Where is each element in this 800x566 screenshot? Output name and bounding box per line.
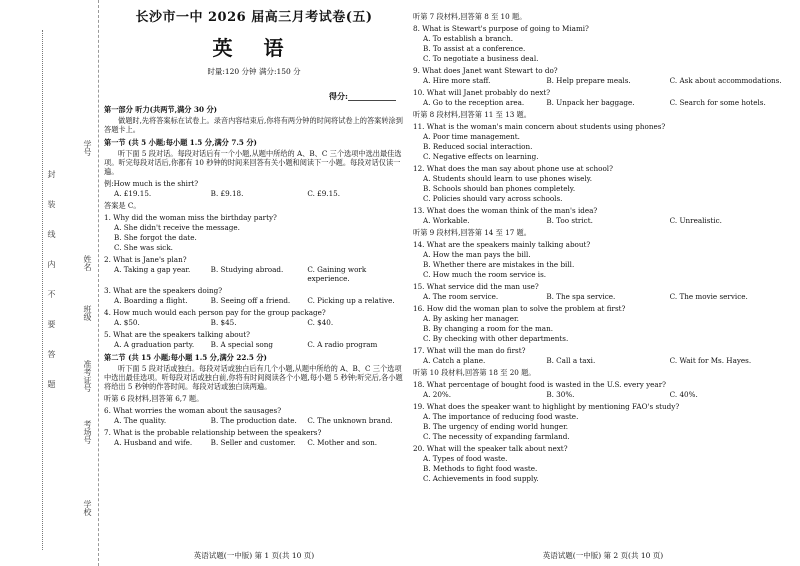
option-row	[104, 438, 404, 447]
option: B. Call a taxi.	[546, 356, 596, 365]
option: A. £19.15.	[114, 188, 152, 198]
option: C. By checking with other departments.	[423, 334, 569, 343]
option: B. Too strict.	[546, 216, 593, 225]
page-one	[104, 0, 404, 566]
listen-instruction: 听第 8 段材料,回答第 11 至 13 题。	[413, 110, 531, 119]
option: A. Go to the reception area.	[423, 98, 525, 107]
score-field: 得分:____________	[329, 90, 396, 101]
question-text: 5. What are the speakers talking about?	[104, 329, 251, 339]
question-text: 20. What will the speaker talk about next?	[413, 444, 568, 453]
school-label: 学校	[83, 500, 92, 516]
option: A. A graduation party.	[114, 339, 195, 349]
option: B. She forgot the date.	[114, 232, 197, 242]
option: C. Gaining work experience.	[307, 264, 367, 283]
question-text: 12. What does the man say about phone use at school?	[413, 164, 613, 173]
question-text: 14. What are the speakers mainly talking about?	[413, 240, 591, 249]
option: B. Studying abroad.	[210, 264, 284, 274]
section-heading: 第二节 (共 15 小题;每小题 1.5 分,满分 22.5 分)	[104, 352, 267, 362]
option: A. Catch a plane.	[423, 356, 486, 365]
part-heading: 第一部分 听力(共两节,满分 30 分)	[104, 104, 218, 114]
option: B. The production date.	[210, 415, 297, 425]
option: C. The unknown brand.	[307, 415, 393, 425]
option: C. Wait for Ms. Hayes.	[669, 356, 752, 365]
question-text: 17. What will the man do first?	[413, 346, 526, 355]
student-number-label: 学号	[83, 140, 92, 156]
exam-room-label: 考场号	[83, 420, 92, 444]
option: B. Reduced social interaction.	[423, 142, 533, 151]
option: B. To assist at a conference.	[423, 44, 526, 53]
instructions: 听下面 5 段对话或独白。每段对话或独白后有几个小题,从题中所给的 A、B、C 三个选项中选出最佳选项。听每段对话或独白前,你将有时间阅读各个小题,每小题 5 秒钟;听完后,各小题将给出 5 秒钟的作答时间。每段对话或独白读两遍。	[104, 363, 403, 391]
question-text: 18. What percentage of bought food is wasted in the U.S. every year?	[413, 380, 666, 389]
option: A. Types of food waste.	[423, 454, 508, 463]
exam-title: 长沙市一中 2026 届高三月考试卷(五)	[135, 10, 373, 25]
option: B. Seeing off a friend.	[210, 295, 291, 305]
question-list	[413, 24, 793, 483]
seal-char: 要	[47, 320, 56, 328]
class-label: 班级	[83, 305, 92, 321]
option: C. The movie service.	[669, 292, 748, 301]
option-row	[413, 216, 793, 225]
option: A. To establish a branch.	[423, 34, 513, 43]
subject-title: 英 语	[212, 36, 296, 61]
option-row	[104, 318, 404, 327]
question-text: 15. What service did the man use?	[413, 282, 539, 291]
option: C. £9.15.	[307, 188, 341, 198]
question-text: 1. Why did the woman miss the birthday party?	[104, 212, 277, 222]
option-row	[104, 265, 404, 283]
option-row	[104, 340, 404, 349]
option: A. The quality.	[114, 415, 167, 425]
question-list	[104, 213, 404, 349]
listen-instruction: 听第 6 段材料,回答第 6,7 题。	[104, 393, 204, 403]
question-text: 11. What is the woman's main concern about students using phones?	[413, 122, 666, 131]
option: B. By changing a room for the man.	[423, 324, 553, 333]
name-label: 姓名	[83, 255, 92, 271]
option: A. She didn't receive the message.	[114, 222, 240, 232]
option: A. Students should learn to use phones wisely.	[423, 174, 593, 183]
question-text: 3. What are the speakers doing?	[104, 285, 223, 295]
question-text: 7. What is the probable relationship between the speakers?	[104, 427, 322, 437]
option: C. Mother and son.	[307, 437, 378, 447]
exam-meta: 时量:120 分钟 满分:150 分	[207, 67, 301, 77]
seal-char: 答	[47, 350, 56, 358]
page-two	[413, 0, 793, 566]
option: A. Taking a gap year.	[114, 264, 191, 274]
seal-char: 封	[47, 170, 56, 178]
option: C. $40.	[307, 317, 334, 327]
binding-margin	[0, 0, 99, 566]
option: C. A radio program	[307, 339, 378, 349]
option: C. Achievements in food supply.	[423, 474, 539, 483]
exam-id-label: 准考证号	[83, 360, 92, 392]
seal-char: 不	[47, 290, 56, 298]
option: B. Unpack her baggage.	[546, 98, 635, 107]
option: B. Methods to fight food waste.	[423, 464, 538, 473]
question-text: 9. What does Janet want Stewart to do?	[413, 66, 558, 75]
question-text: 8. What is Stewart's purpose of going to Miami?	[413, 24, 589, 33]
option: A. Boarding a flight.	[114, 295, 188, 305]
option: B. 30%.	[546, 390, 575, 399]
option-row	[413, 390, 793, 399]
option: B. Whether there are mistakes in the bill.	[423, 260, 575, 269]
seal-char: 线	[47, 230, 56, 238]
listen-instruction: 听第 9 段材料,回答第 14 至 17 题。	[413, 228, 531, 237]
option: C. Policies should vary across schools.	[423, 194, 563, 203]
instructions: 做题时,先将答案标在试卷上。录音内容结束后,你将有两分钟的时间将试卷上的答案转涂到答题卡上。	[104, 115, 403, 134]
question-text: 13. What does the woman think of the man's idea?	[413, 206, 598, 215]
listen-instruction: 听第 10 段材料,回答第 18 至 20 题。	[413, 368, 536, 377]
option: B. $45.	[210, 317, 237, 327]
question-text: 10. What will Janet probably do next?	[413, 88, 551, 97]
option: A. Husband and wife.	[114, 437, 193, 447]
option: C. She was sick.	[114, 242, 173, 252]
question-text: 16. How did the woman plan to solve the problem at first?	[413, 304, 626, 313]
option: A. Workable.	[423, 216, 470, 225]
listen-instruction: 听第 7 段材料,回答第 8 至 10 题。	[413, 12, 527, 21]
question-text: 19. What does the speaker want to highlight by mentioning FAO's study?	[413, 402, 680, 411]
option: B. Help prepare meals.	[546, 76, 631, 85]
option-row	[104, 416, 404, 425]
option-row	[413, 98, 793, 107]
option: C. The necessity of expanding farmland.	[423, 432, 570, 441]
option: C. 40%.	[669, 390, 698, 399]
option: C. Negative effects on learning.	[423, 152, 539, 161]
binding-line	[42, 30, 43, 550]
option: A. The room service.	[423, 292, 499, 301]
question-text: 4. How much would each person pay for the group package?	[104, 307, 326, 317]
seal-char: 内	[47, 260, 56, 268]
option: A. How the man pays the bill.	[423, 250, 531, 259]
example-question: 例:How much is the shirt?	[104, 178, 199, 188]
question-text: 6. What worries the woman about the sausages?	[104, 405, 282, 415]
option: B. Seller and customer.	[210, 437, 296, 447]
option-row	[413, 292, 793, 301]
option: A. $50.	[114, 317, 140, 327]
option: B. The spa service.	[546, 292, 616, 301]
option: B. £9.18.	[210, 188, 244, 198]
seal-char: 题	[47, 380, 56, 388]
option: B. A special song	[210, 339, 273, 349]
option: A. By asking her manager.	[423, 314, 519, 323]
option: C. Search for some hotels.	[669, 98, 766, 107]
option: B. The urgency of ending world hunger.	[423, 422, 569, 431]
question-list	[104, 406, 404, 447]
page-footer: 英语试题(一中版) 第 1 页(共 10 页)	[193, 550, 315, 560]
example-options	[104, 189, 404, 198]
option: C. How much the room service is.	[423, 270, 547, 279]
option: B. Schools should ban phones completely.	[423, 184, 576, 193]
option: C. Ask about accommodations.	[669, 76, 782, 85]
section-heading: 第一节 (共 5 小题;每小题 1.5 分,满分 7.5 分)	[104, 137, 257, 147]
instructions: 听下面 5 段对话。每段对话后有一个小题,从题中所给的 A、B、C 三个选项中选出最佳选项。听完每段对话后,你都有 10 秒钟的时间来回答有关小题和阅读下一小题。每段对话仅读一遍。	[104, 148, 402, 176]
option: C. Picking up a relative.	[307, 295, 395, 305]
option: C. To negotiate a business deal.	[423, 54, 539, 63]
option: A. 20%.	[423, 390, 452, 399]
seal-char: 装	[47, 200, 56, 208]
option-row	[104, 296, 404, 305]
page-footer: 英语试题(一中版) 第 2 页(共 10 页)	[542, 550, 664, 560]
option: C. Unrealistic.	[669, 216, 722, 225]
option-row	[413, 76, 793, 85]
question-text: 2. What is Jane's plan?	[104, 254, 187, 264]
example-answer: 答案是 C。	[104, 200, 141, 210]
option: A. Hire more staff.	[423, 76, 491, 85]
option: A. The importance of reducing food waste.	[423, 412, 579, 421]
option-row	[413, 356, 793, 365]
option: A. Poor time management.	[423, 132, 520, 141]
